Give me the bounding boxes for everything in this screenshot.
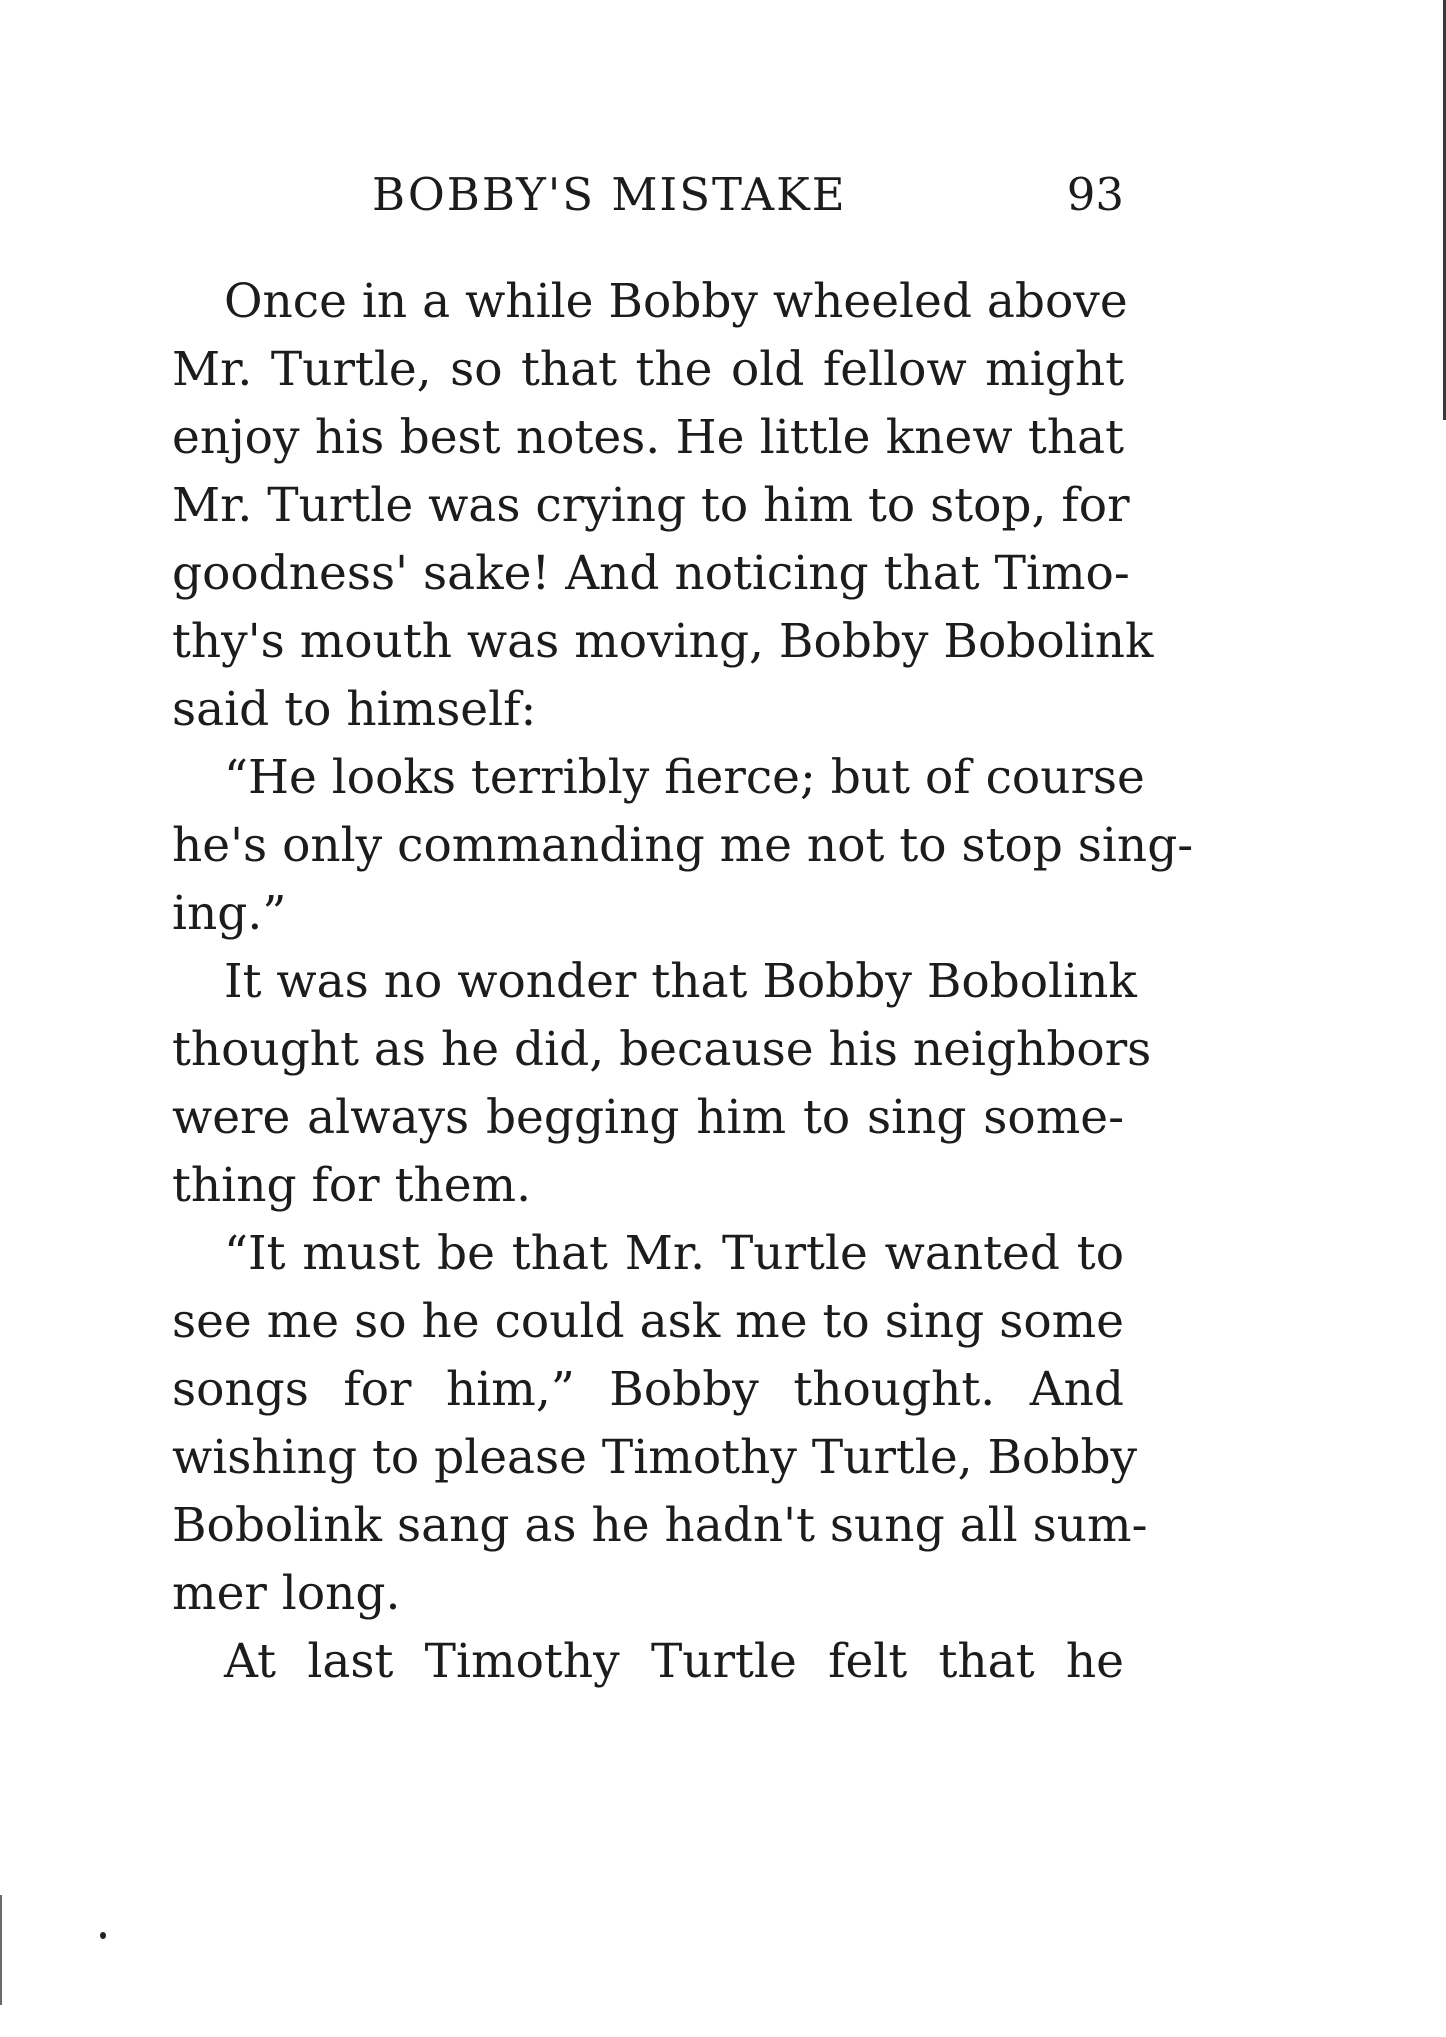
text-line: thought as he did, because his neighbors: [172, 1022, 1152, 1077]
text-line: see me so he could ask me to sing some: [172, 1294, 1124, 1349]
text-line: thing for them.: [172, 1158, 532, 1213]
text-line: “He looks terribly fierce; but of course: [224, 750, 1145, 805]
text-line: It was no wonder that Bobby Bobolink: [224, 954, 1137, 1009]
text-line: said to himself:: [172, 682, 537, 737]
text-line: songs for him,” Bobby thought. And: [172, 1362, 1124, 1417]
paragraph-2: [172, 744, 1194, 948]
text-line: Bobolink sang as he hadn't sung all sum-: [172, 1498, 1148, 1553]
text-line: Mr. Turtle, so that the old fellow might: [172, 342, 1124, 397]
text-line: enjoy his best notes. He little knew that: [172, 410, 1124, 465]
text-line: goodness' sake! And noticing that Timo-: [172, 546, 1130, 601]
text-line: “It must be that Mr. Turtle wanted to: [224, 1226, 1124, 1281]
page-header: [172, 168, 1124, 228]
ink-speck: [100, 1932, 106, 1939]
paragraph-3: [172, 948, 1152, 1220]
text-line: were always begging him to sing some-: [172, 1090, 1124, 1145]
paragraph-4: [172, 1220, 1148, 1628]
text-line: Once in a while Bobby wheeled above: [224, 274, 1128, 329]
text-line: Mr. Turtle was crying to him to stop, for: [172, 478, 1130, 533]
text-line: ing.”: [172, 886, 287, 941]
page-number: 93: [1066, 168, 1124, 221]
text-line: mer long.: [172, 1566, 401, 1621]
paragraph-1: [172, 268, 1154, 744]
text-line: wishing to please Timothy Turtle, Bobby: [172, 1430, 1138, 1485]
text-line: he's only commanding me not to stop sing-: [172, 818, 1194, 873]
text-line: At last Timothy Turtle felt that he: [224, 1634, 1124, 1689]
paragraph-5: [172, 1628, 1124, 1696]
text-line: thy's mouth was moving, Bobby Bobolink: [172, 614, 1154, 669]
running-title: BOBBY'S MISTAKE: [372, 168, 847, 221]
page-body: [172, 268, 1194, 1696]
page-edge-line-left: [0, 1895, 2, 2005]
